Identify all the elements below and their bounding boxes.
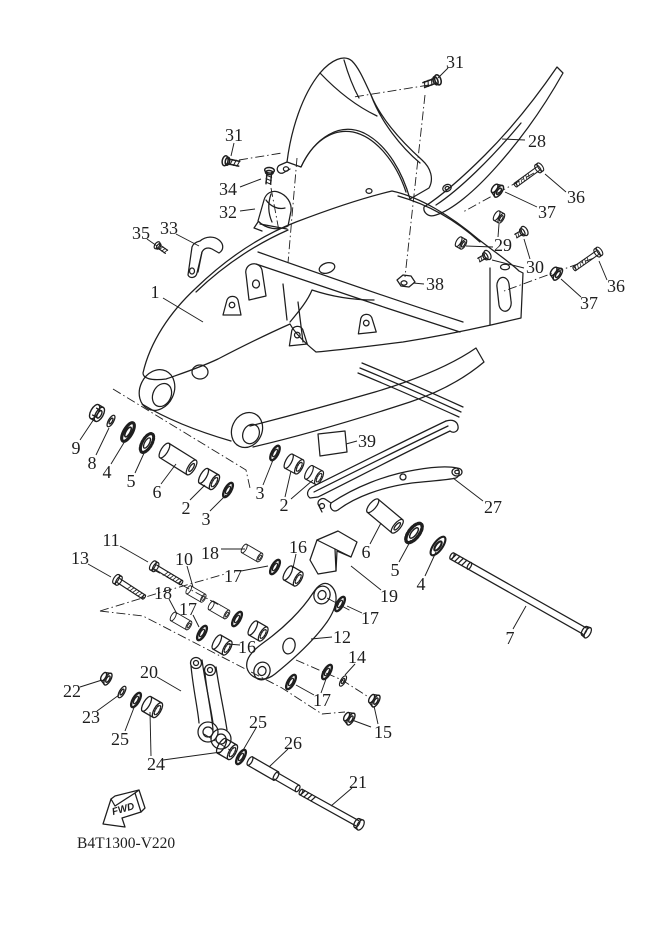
leader-line-17: [296, 685, 314, 695]
leader-line-4: [111, 441, 125, 464]
seal-17c: [333, 595, 347, 612]
leader-line-2: [285, 471, 291, 497]
callout-label-17: 17: [224, 566, 242, 586]
seal-3b: [268, 444, 281, 461]
label-sticker: [318, 431, 347, 456]
callout-label-22: 22: [63, 681, 81, 701]
mount-ear: [287, 326, 307, 346]
construction-line: [405, 95, 425, 277]
callout-label-7: 7: [505, 628, 515, 648]
mount-ear: [223, 296, 241, 315]
callout-label-17: 17: [179, 599, 197, 619]
callout-label-29: 29: [494, 235, 512, 255]
construction-line: [271, 188, 279, 231]
callout-label-35: 35: [132, 223, 150, 243]
leader-line-32: [240, 209, 255, 211]
leader-line-13: [88, 564, 111, 577]
leader-line-9: [80, 419, 94, 440]
bolt-13: [111, 573, 147, 602]
screw-30b: [476, 249, 492, 264]
diagram-code: B4T1300-V220: [77, 835, 176, 852]
bolt-21: [297, 786, 366, 831]
leader-line-4: [425, 552, 436, 576]
seal-17a: [268, 558, 282, 575]
bearing-2b: [282, 453, 306, 476]
collar-6a: [157, 442, 199, 477]
rear-fender: [277, 58, 431, 199]
callout-label-39: 39: [358, 431, 376, 451]
leader-line-25: [125, 705, 135, 731]
washer-23: [116, 685, 127, 699]
seal-17x: [230, 610, 244, 627]
leader-line-23: [97, 695, 119, 711]
leader-line-17: [347, 606, 362, 613]
leader-line-20: [157, 677, 181, 691]
washer-8: [105, 414, 116, 428]
adjuster-5a: [138, 432, 157, 455]
callout-label-36: 36: [607, 276, 625, 296]
callout-label-27: 27: [484, 497, 502, 517]
leader-line-3: [210, 495, 226, 511]
seal-17d: [284, 673, 298, 690]
callout-label-3: 3: [255, 483, 265, 503]
nut-37b: [548, 264, 564, 281]
leader-line-6: [370, 523, 381, 544]
leader-line-36: [599, 261, 607, 280]
washer-14: [338, 675, 348, 687]
callout-label-25: 25: [249, 712, 267, 732]
callout-label-33: 33: [160, 218, 178, 238]
construction-line: [239, 153, 282, 160]
collar-18c: [207, 600, 231, 620]
callout-label-6: 6: [361, 542, 371, 562]
leader-line-8: [96, 428, 109, 455]
leader-line-6: [161, 464, 176, 484]
link-plates: [191, 658, 232, 750]
callout-label-4: 4: [416, 574, 426, 594]
leader-line-37: [505, 192, 537, 207]
nut-37a: [489, 181, 505, 198]
construction-line: [100, 611, 345, 714]
collar-6b: [365, 497, 406, 535]
callout-label-32: 32: [219, 202, 237, 222]
callout-label-18: 18: [201, 543, 219, 563]
callout-label-11: 11: [102, 530, 120, 550]
callout-label-31: 31: [225, 125, 243, 145]
leader-line-38: [413, 283, 424, 284]
collar-18a: [240, 543, 264, 563]
callout-label-6: 6: [152, 482, 162, 502]
callout-label-37: 37: [538, 202, 556, 222]
leader-line-24: [150, 712, 151, 756]
leader-line-30: [524, 239, 530, 259]
callout-label-28: 28: [528, 131, 546, 151]
seal-17b: [195, 624, 209, 641]
seal-25a: [129, 691, 143, 708]
leader-line-28: [502, 139, 525, 140]
leader-line-22: [80, 680, 102, 687]
washer-4b: [428, 534, 448, 557]
callout-label-2: 2: [181, 498, 191, 518]
leader-line-11: [120, 546, 148, 562]
callout-label-31: 31: [446, 52, 464, 72]
callout-label-14: 14: [348, 647, 366, 667]
bolt-31b: [221, 155, 240, 168]
construction-line: [354, 85, 429, 97]
callout-label-16: 16: [289, 537, 307, 557]
bushing-29a: [492, 210, 506, 224]
callout-label-9: 9: [71, 438, 81, 458]
callout-label-8: 8: [87, 453, 97, 473]
seal-3a: [221, 481, 235, 498]
tensioner-bracket: [254, 191, 291, 231]
callout-label-16: 16: [238, 637, 256, 657]
bushing-29b: [454, 236, 468, 250]
nut-38: [397, 275, 415, 287]
rod-26: [246, 756, 302, 794]
callout-label-36: 36: [567, 187, 585, 207]
callout-label-17: 17: [361, 608, 379, 628]
callout-label-17: 17: [313, 690, 331, 710]
bearing-24a: [140, 695, 165, 719]
callout-label-21: 21: [349, 772, 367, 792]
callout-label-4: 4: [102, 462, 112, 482]
callout-label-18: 18: [154, 583, 172, 603]
leader-line-19: [351, 566, 381, 590]
callout-label-26: 26: [284, 733, 302, 753]
callout-label-23: 23: [82, 707, 100, 727]
bolt-36a: [512, 162, 545, 190]
leader-line-5: [135, 451, 145, 473]
callout-label-12: 12: [333, 627, 351, 647]
callout-label-10: 10: [175, 549, 193, 569]
leader-line-34: [240, 179, 261, 187]
callout-label-37: 37: [580, 293, 598, 313]
adjuster-5b: [403, 521, 425, 545]
callout-label-3: 3: [201, 509, 211, 529]
construction-line: [288, 158, 297, 263]
leader-line-39: [346, 441, 357, 444]
seal-17e: [320, 663, 334, 680]
callout-label-38: 38: [426, 274, 444, 294]
screw-30a: [513, 225, 529, 240]
callout-label-15: 15: [374, 722, 392, 742]
pivot-shaft-7: [448, 550, 593, 639]
nut-22: [98, 670, 113, 686]
construction-line: [463, 173, 534, 212]
bolt-36b: [571, 246, 604, 273]
leader-line-15: [352, 720, 371, 727]
callout-label-5: 5: [126, 471, 136, 491]
bearing-2a: [197, 467, 222, 491]
leader-line-37: [561, 279, 581, 297]
callout-label-19: 19: [380, 586, 398, 606]
line-art: [87, 58, 604, 831]
leader-line-3: [263, 460, 273, 485]
leader-line-5: [399, 540, 411, 562]
callout-label-1: 1: [150, 282, 160, 302]
callout-label-34: 34: [219, 179, 237, 199]
cover-4a: [119, 421, 137, 443]
screw-35: [153, 241, 169, 255]
leader-line-36: [545, 174, 566, 192]
leader-line-27: [453, 478, 483, 501]
callout-label-5: 5: [390, 560, 400, 580]
leader-line-10: [187, 566, 193, 587]
mount-ear: [356, 314, 376, 334]
leader-line-7: [513, 606, 526, 629]
bracket-19: [310, 531, 357, 574]
chain-guide: [308, 363, 463, 498]
callout-label-30: 30: [526, 257, 544, 277]
leader-line-2: [190, 485, 205, 500]
callout-label-13: 13: [71, 548, 89, 568]
bolt-34: [263, 167, 274, 184]
callout-label-25: 25: [111, 729, 129, 749]
construction-line: [504, 258, 594, 291]
callout-label-2: 2: [279, 495, 289, 515]
leader-line-17: [241, 566, 268, 571]
leader-line-33: [176, 234, 199, 246]
callout-label-24: 24: [147, 754, 165, 774]
nut-15a: [366, 692, 381, 708]
swingarm: [133, 191, 523, 453]
callout-label-20: 20: [140, 662, 158, 682]
fwd-label: FWD: [110, 801, 136, 819]
nut-9: [87, 403, 106, 423]
leader-line-29: [466, 246, 493, 247]
leader-line-24: [163, 752, 221, 760]
